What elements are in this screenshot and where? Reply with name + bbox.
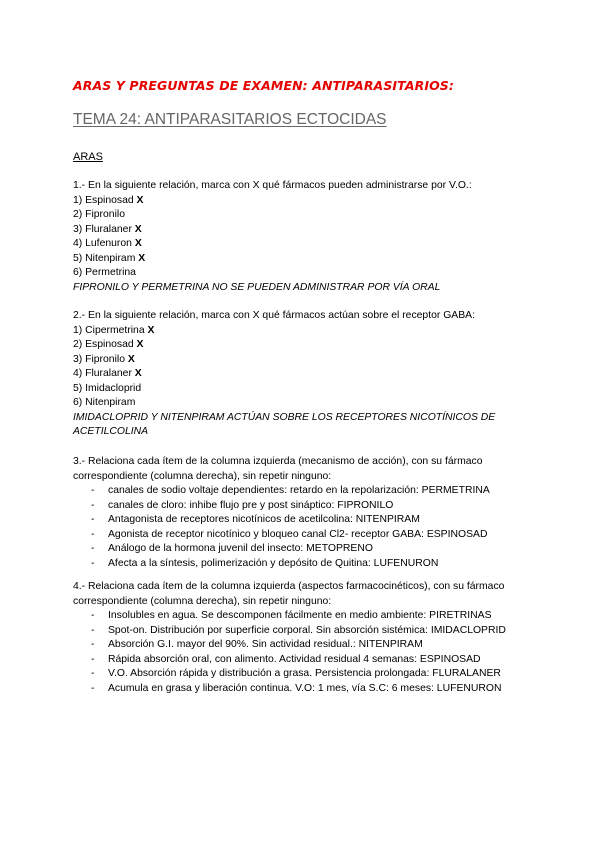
option-item — [73, 237, 543, 252]
list-item-text: Spot-on. Distribución por superficie corporal. Sin absorción sistémica: IMIDACLOPRID — [108, 624, 506, 636]
question-4 — [73, 580, 543, 696]
option-text: 2) Fipronilo — [73, 209, 125, 220]
option-item — [73, 208, 543, 223]
dash-bullet: - — [91, 499, 95, 511]
option-text: 4) Lufenuron — [73, 238, 135, 249]
option-text: 1) Espinosad — [73, 194, 137, 206]
x-mark: X — [127, 353, 135, 365]
x-mark: X — [134, 223, 142, 235]
list-item — [73, 542, 543, 557]
x-mark: X — [138, 252, 146, 264]
option-text: 4) Fluralaner — [73, 368, 135, 379]
dash-bullet: - — [91, 639, 95, 650]
list-item-text: Rápida absorción oral, con alimento. Actividad residual 4 semanas: ESPINOSAD — [108, 653, 481, 665]
question-1-text: 1.- En la siguiente relación, marca con X qué fármacos pueden administrarse por V.O.: — [73, 180, 472, 191]
topic-heading: TEMA 24: ANTIPARASITARIOS ECTOCIDAS — [73, 111, 387, 128]
x-mark: X — [136, 339, 144, 350]
dash-bullet: - — [91, 557, 95, 569]
option-text: 1) Cipermetrina — [73, 324, 148, 336]
dash-bullet: - — [91, 543, 95, 554]
dash-bullet: - — [91, 668, 95, 679]
list-item — [73, 638, 543, 653]
dash-bullet: - — [91, 514, 95, 525]
list-item-text: Agonista de receptor nicotínico y bloqueo canal Cl2- receptor GABA: ESPINOSAD — [108, 528, 488, 540]
option-item — [73, 353, 543, 368]
option-item — [73, 396, 543, 411]
answer-note: IMIDACLOPRID Y NITENPIRAM ACTÚAN SOBRE LOS RECEPTORES NICOTÍNICOS DE ACETILCOLINA — [73, 411, 496, 437]
dash-bullet: - — [91, 682, 95, 694]
x-mark: X — [134, 368, 142, 379]
question-2 — [73, 309, 543, 440]
list-item-text: Afecta a la síntesis, polimerización y depósito de Quitina: LUFENURON — [108, 557, 439, 569]
list-item-text: Acumula en grasa y liberación continua. V.O: 1 mes, vía S.C: 6 meses: LUFENURON — [108, 682, 502, 694]
dash-bullet: - — [91, 528, 95, 540]
list-item-text: Absorción G.I. mayor del 90%. Sin actividad residual.: NITENPIRAM — [108, 639, 423, 650]
list-item-text: Antagonista de receptores nicotínicos de acetilcolina: NITENPIRAM — [108, 514, 420, 525]
list-item — [73, 609, 543, 624]
list-item — [73, 557, 543, 572]
x-mark: X — [147, 324, 155, 336]
dash-bullet: - — [91, 624, 95, 636]
question-4-text: 4.- Relaciona cada ítem de la columna izquierda (aspectos farmacocinéticos), con su fármaco correspondiente (columna derecha), sin repetir ninguno: — [73, 581, 505, 607]
option-text: 3) Fipronilo — [73, 353, 128, 365]
option-text: 3) Fluralaner — [73, 223, 135, 235]
list-item — [73, 484, 543, 499]
option-item — [73, 252, 543, 267]
document-title: ARAS Y PREGUNTAS DE EXAMEN: ANTIPARASITARIOS: — [73, 78, 455, 93]
list-item — [73, 682, 543, 697]
list-item-text: canales de cloro: inhibe flujo pre y post sináptico: FIPRONILO — [108, 499, 394, 511]
option-item — [73, 367, 543, 382]
list-item-text: Análogo de la hormona juvenil del insecto: METOPRENO — [108, 543, 373, 554]
answer-note: FIPRONILO Y PERMETRINA NO SE PUEDEN ADMINISTRAR POR VÍA ORAL — [73, 281, 441, 293]
list-item — [73, 513, 543, 528]
dash-bullet: - — [91, 485, 95, 496]
question-3-text: 3.- Relaciona cada ítem de la columna izquierda (mecanismo de acción), con su fármaco correspondiente (columna derecha), sin repetir ninguno: — [73, 456, 483, 482]
option-item — [73, 266, 543, 281]
option-text: 6) Permetrina — [73, 267, 136, 278]
option-item — [73, 382, 543, 397]
list-item — [73, 624, 543, 639]
section-label: ARAS — [73, 151, 103, 163]
option-text: 5) Imidacloprid — [73, 382, 142, 394]
list-item — [73, 653, 543, 668]
dash-bullet: - — [91, 610, 95, 621]
match-list — [73, 484, 543, 571]
option-item — [73, 324, 543, 339]
list-item-text: V.O. Absorción rápida y distribución a grasa. Persistencia prolongada: FLURALANER — [108, 668, 501, 679]
question-3 — [73, 455, 543, 571]
question-1 — [73, 179, 543, 295]
option-text: 6) Nitenpiram — [73, 397, 136, 408]
list-item-text: canales de sodio voltaje dependientes: retardo en la repolarización: PERMETRINA — [108, 485, 490, 496]
option-item — [73, 194, 543, 209]
list-item — [73, 499, 543, 514]
option-item — [73, 338, 543, 353]
list-item-text: Insolubles en agua. Se descomponen fácilmente en medio ambiente: PIRETRINAS — [108, 610, 492, 621]
list-item — [73, 528, 543, 543]
option-text: 2) Espinosad — [73, 339, 137, 350]
dash-bullet: - — [91, 653, 95, 665]
list-item — [73, 667, 543, 682]
match-list — [73, 609, 543, 696]
option-item — [73, 223, 543, 238]
option-text: 5) Nitenpiram — [73, 252, 139, 264]
x-mark: X — [134, 238, 142, 249]
x-mark: X — [136, 194, 144, 206]
question-2-text: 2.- En la siguiente relación, marca con X qué fármacos actúan sobre el receptor GABA: — [73, 310, 475, 321]
